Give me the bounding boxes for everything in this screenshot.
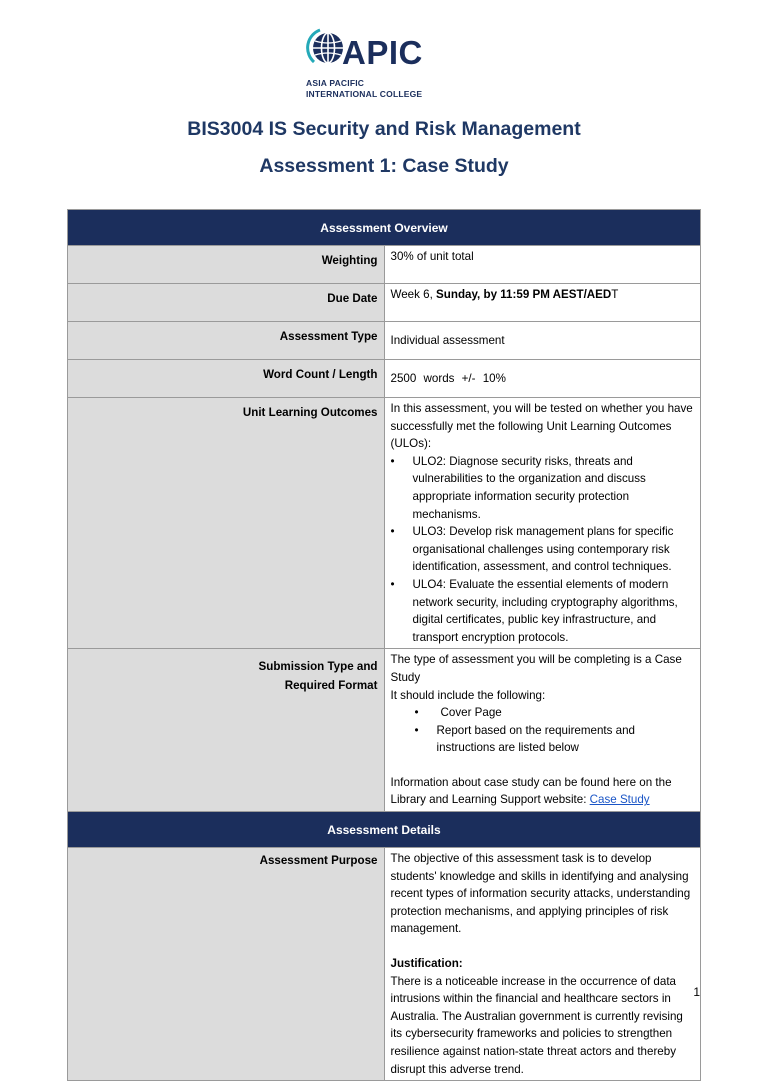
- justification-text: There is a noticeable increase in the occurrence of data intrusions within the financial and healthcare sectors in Australia. The Australian government is currently revising its cybersecurity frameworks and policies to strengthen resilience against nation-state threat actors and thereby disrupt this adverse trend.: [390, 974, 683, 1076]
- page-number: 1: [693, 985, 700, 999]
- details-header-row: [68, 812, 701, 848]
- due-date-row: [68, 284, 701, 322]
- brand-line-2: INTERNATIONAL COLLEGE: [306, 89, 423, 99]
- brand-name: APIC: [342, 34, 423, 71]
- word-count-label: Word Count / Length: [68, 360, 385, 398]
- document-title: BIS3004 IS Security and Risk Management: [187, 118, 581, 140]
- weighting-value: 30% of unit total: [384, 246, 701, 284]
- document-subtitle: Assessment 1: Case Study: [259, 155, 509, 177]
- due-date-prefix: Week 6,: [390, 288, 437, 301]
- purpose-text: The objective of this assessment task is to develop students' knowledge and skills in identifying and analysing recent types of information security attacks, understanding protection mechanisms, and applying principles of risk management.: [390, 852, 691, 936]
- submission-label-line-1: Submission Type and: [258, 660, 378, 674]
- justification-label: Justification:: [390, 957, 463, 971]
- purpose-content: [384, 848, 701, 1081]
- brand-line-1: ASIA PACIFIC: [306, 78, 365, 88]
- ulo-row: [68, 398, 701, 649]
- ulo-content: [384, 398, 701, 649]
- submission-info-text: Information about case study can be found here on the Library and Learning Support website:: [390, 775, 672, 807]
- word-count-value: 2500 words +/- 10%: [384, 360, 701, 398]
- overview-header-row: [68, 210, 701, 246]
- ulo-intro: In this assessment, you will be tested on whether you have successfully met the following Unit Learning Outcomes (ULOs):: [390, 402, 693, 451]
- assessment-type-value: Individual assessment: [384, 322, 701, 360]
- case-study-link[interactable]: Case Study: [589, 793, 650, 807]
- purpose-label: Assessment Purpose: [68, 848, 385, 1081]
- purpose-row: [68, 848, 701, 1081]
- weighting-label: Weighting: [68, 246, 385, 284]
- due-date-deadline: Sunday, by 11:59 PM AEST/AED: [436, 288, 612, 301]
- submission-item: • Cover Page: [437, 704, 695, 722]
- ulo-item: • ULO3: Develop risk management plans for specific organisational challenges using contemporary risk identification, assessment, and control techniques.: [413, 523, 695, 576]
- globe-icon: [306, 26, 346, 70]
- details-heading: Assessment Details: [68, 812, 701, 848]
- submission-label: [68, 649, 385, 812]
- overview-heading: Assessment Overview: [68, 210, 701, 246]
- due-date-label: Due Date: [68, 284, 385, 322]
- assessment-type-row: [68, 322, 701, 360]
- due-date-value: [384, 284, 701, 322]
- assessment-table: [67, 209, 701, 1081]
- submission-line-2: It should include the following:: [390, 688, 546, 702]
- ulo-item: • ULO4: Evaluate the essential elements of modern network security, including cryptography algorithms, digital certificates, public key infrastructure, and transport encryption protocols.: [413, 576, 695, 646]
- apic-logo: [306, 24, 446, 104]
- word-count-row: [68, 360, 701, 398]
- due-date-suffix: T: [611, 288, 619, 301]
- ulo-label: Unit Learning Outcomes: [68, 398, 385, 649]
- submission-row: [68, 649, 701, 812]
- submission-content: [384, 649, 701, 812]
- assessment-type-label: Assessment Type: [68, 322, 385, 360]
- submission-item: • Report based on the requirements and instructions are listed below: [437, 722, 695, 757]
- ulo-list: [391, 453, 695, 647]
- submission-info: [391, 774, 695, 809]
- ulo-item: • ULO2: Diagnose security risks, threats and vulnerabilities to the organization and discuss appropriate information security protection mechanisms.: [413, 453, 695, 523]
- weighting-row: [68, 246, 701, 284]
- submission-line-1: The type of assessment you will be completing is a Case Study: [390, 653, 682, 684]
- submission-list: [391, 704, 695, 757]
- submission-label-line-2: Required Format: [284, 679, 378, 693]
